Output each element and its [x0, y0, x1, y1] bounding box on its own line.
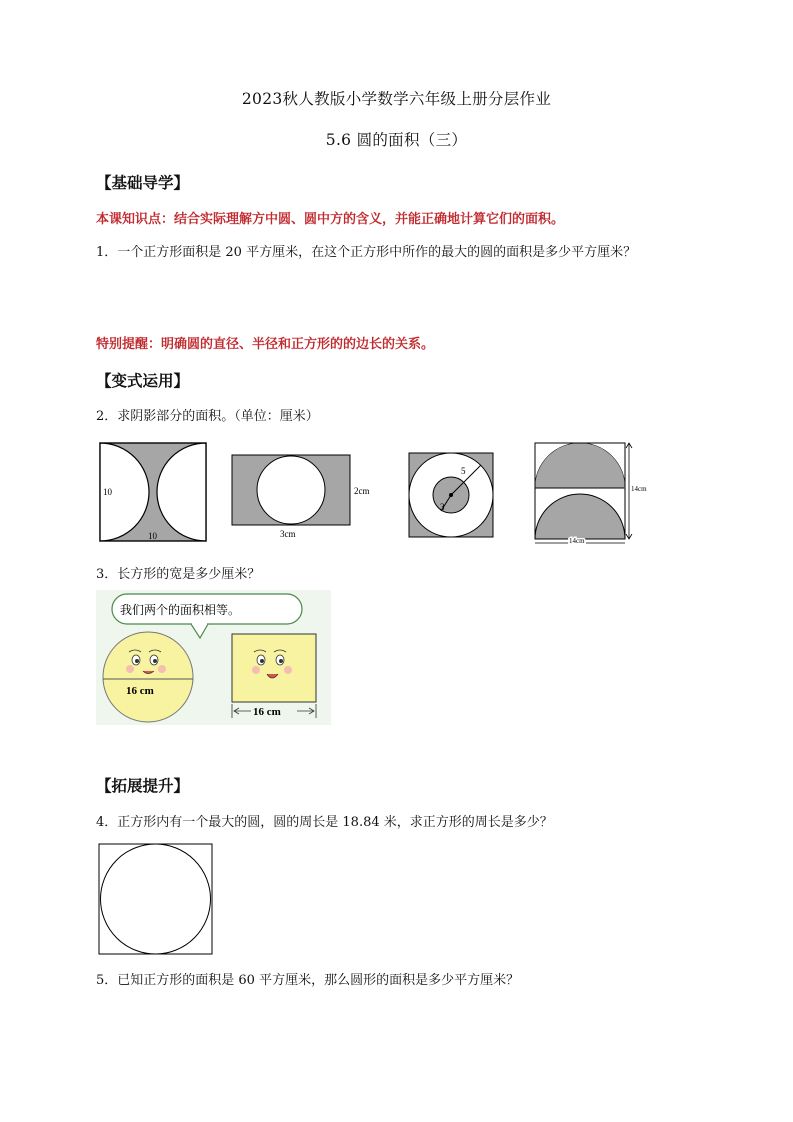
rectangle-face [232, 634, 316, 702]
rectangle-length-label: 16 cm [253, 706, 281, 718]
question-5: 5．已知正方形的面积是 60 平方厘米，那么圆形的面积是多少平方厘米？ [96, 973, 520, 988]
figure-q4 [96, 842, 216, 956]
figure-b-circle [257, 456, 325, 524]
question-3: 3．长方形的宽是多少厘米？ [96, 567, 261, 582]
figure-d [527, 437, 652, 547]
knowledge-point: 本课知识点：结合实际理解方中圆、圆中方的含义，并能正确地计算它们的面积。 [96, 212, 565, 227]
figure-a [96, 440, 211, 546]
question-2: 2．求阴影部分的面积。（单位：厘米） [96, 409, 319, 424]
figure-a-label-left: 10 [103, 487, 112, 497]
question-1: 1．一个正方形面积是 20 平方厘米，在这个正方形中所作的最大的圆的面积是多少平方厘米？ [96, 245, 637, 260]
figure-c-label-outer: 5 [461, 466, 466, 476]
figure-a-label-bottom: 10 [148, 531, 157, 541]
figure-b [228, 450, 378, 542]
section-heading-basic: 【基础导学】 [96, 174, 190, 192]
figure-b-label-height: 2cm [354, 486, 370, 496]
section-heading-extend: 【拓展提升】 [96, 777, 190, 795]
special-tip: 特别提醒：明确圆的直径、半径和正方形的的边长的关系。 [96, 337, 435, 352]
section-heading-variant: 【变式运用】 [96, 372, 190, 390]
figure-c [405, 450, 495, 540]
figure-b-label-width: 3cm [280, 529, 296, 539]
question-4: 4．正方形内有一个最大的圆，圆的周长是 18.84 米，求正方形的周长是多少？ [96, 815, 553, 830]
speech-text: 我们两个的面积相等。 [120, 603, 241, 617]
page-subtitle: 5.6 圆的面积（三） [325, 131, 468, 149]
figure-c-label-inner: 3 [440, 502, 445, 512]
page-title: 2023秋人教版小学数学六年级上册分层作业 [241, 90, 552, 108]
circle-face [103, 632, 193, 722]
figure-d-label-width: 14cm [569, 537, 585, 545]
circle-diameter-label: 16 cm [126, 685, 154, 697]
figure-q3 [96, 590, 331, 725]
figure-d-label-height: 14cm [631, 485, 647, 493]
